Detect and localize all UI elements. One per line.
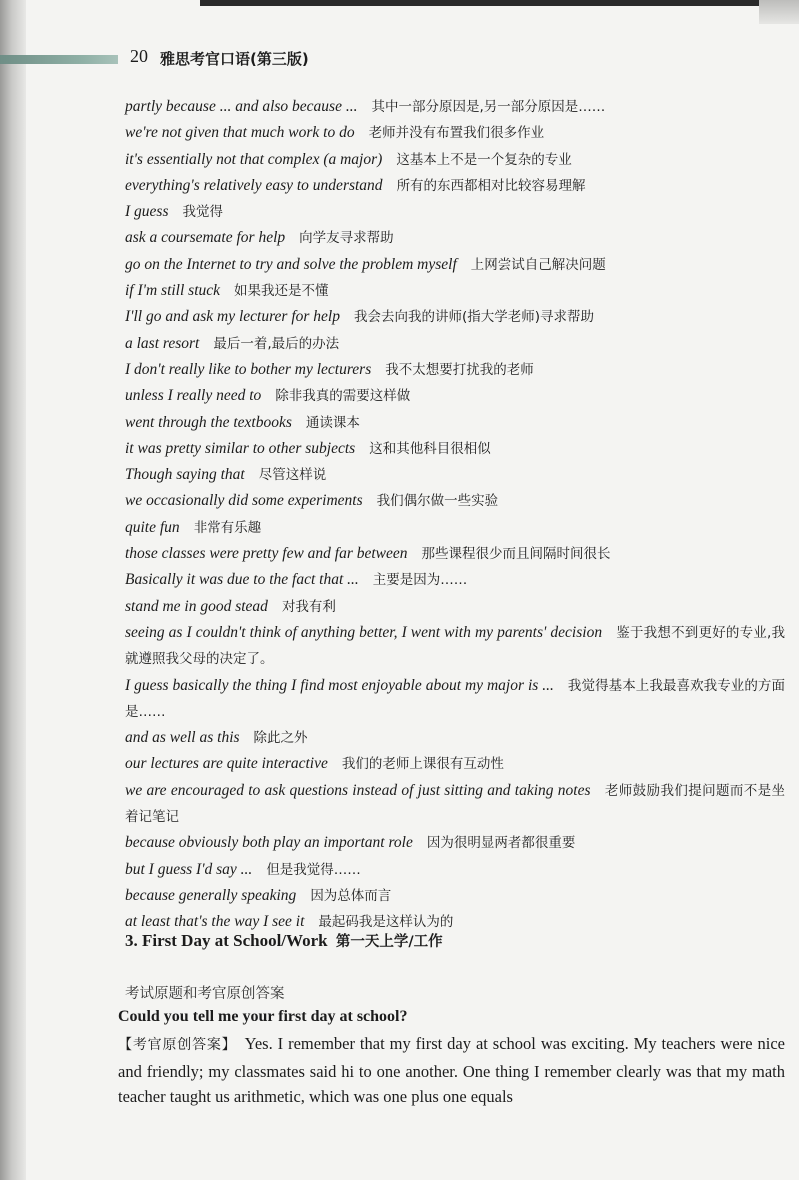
vocab-entry — [125, 462, 785, 488]
vocab-chinese: 我不太想要打扰我的老师 — [385, 361, 534, 378]
vocab-english: go on the Internet to try and solve the problem myself — [125, 255, 457, 273]
vocab-entry — [125, 883, 785, 909]
vocab-entry — [125, 567, 785, 593]
answer-text: Yes. I remember that my first day at school was exciting. My teachers were nice and friendly; my classmates said hi to one another. One thing I remember clearly was that my math teacher taught us arithmetic, which was one plus one equals — [118, 1034, 785, 1106]
header-color-band — [0, 55, 118, 64]
vocab-chinese: 我觉得 — [182, 204, 223, 221]
vocab-english: we're not given that much work to do — [125, 124, 355, 142]
vocab-chinese: 老师鼓励我们提问题而不是坐着记笔记 — [125, 782, 785, 826]
vocab-chinese: 向学友寻求帮助 — [299, 230, 394, 247]
page-number: 20 — [130, 46, 148, 66]
vocab-entry — [125, 383, 785, 409]
vocabulary-list — [125, 94, 785, 936]
vocab-entry — [125, 673, 785, 726]
vocab-chinese: 我觉得基本上我最喜欢我专业的方面是…… — [125, 677, 785, 720]
vocab-chinese: 其中一部分原因是,另一部分原因是…… — [371, 99, 606, 115]
section-heading — [125, 930, 443, 951]
vocab-chinese: 非常有乐趣 — [193, 519, 262, 536]
book-spine-shadow — [0, 0, 26, 1180]
vocab-english: ask a coursemate for help — [125, 229, 286, 247]
vocab-chinese: 最起码我是这样认为的 — [318, 914, 454, 931]
top-right-edge — [759, 0, 799, 24]
vocab-english: seeing as I couldn't think of anything better, I went with my parents' decision — [125, 623, 603, 641]
vocab-chinese: 这基本上不是一个复杂的专业 — [396, 151, 572, 168]
vocab-chinese: 那些课程很少而且间隔时间很长 — [421, 546, 611, 563]
vocab-chinese: 我会去向我的讲师(指大学老师)寻求帮助 — [353, 309, 595, 326]
vocab-chinese: 鉴于我想不到更好的专业,我就遵照我父母的决定了。 — [125, 624, 786, 668]
vocab-chinese: 我们的老师上课很有互动性 — [341, 756, 504, 773]
vocab-entry — [125, 751, 785, 777]
section-heading-en: 3. First Day at School/Work — [125, 931, 328, 950]
vocab-english: unless I really need to — [125, 387, 262, 405]
vocab-chinese: 因为很明显两者都很重要 — [426, 835, 576, 852]
vocab-chinese: 对我有利 — [281, 598, 336, 615]
vocab-english: it was pretty similar to other subjects — [125, 439, 356, 457]
vocab-chinese: 尽管这样说 — [258, 467, 327, 484]
vocab-chinese: 所有的东西都相对比较容易理解 — [396, 177, 586, 194]
top-edge-shadow — [200, 0, 760, 6]
vocab-entry — [125, 120, 785, 146]
vocab-english: if I'm still stuck — [125, 282, 221, 300]
vocab-chinese: 通读课本 — [305, 414, 360, 431]
vocab-entry — [125, 436, 785, 462]
section-subheading: 考试原题和考官原创答案 — [125, 986, 285, 1002]
vocab-english: our lectures are quite interactive — [125, 755, 328, 773]
vocab-english: Though saying that — [125, 466, 245, 484]
vocab-entry — [125, 857, 785, 883]
vocab-english: because generally speaking — [125, 886, 297, 904]
answer-label: 【考官原创答案】 — [118, 1037, 237, 1053]
vocab-entry — [125, 94, 785, 120]
vocab-english: I'll go and ask my lecturer for help — [125, 308, 340, 326]
vocab-entry — [125, 410, 785, 436]
vocab-entry — [125, 199, 785, 225]
vocab-entry — [125, 515, 785, 541]
vocab-entry — [125, 147, 785, 173]
vocab-chinese: 上网尝试自己解决问题 — [470, 256, 606, 273]
vocab-english: it's essentially not that complex (a major) — [125, 150, 383, 168]
vocab-english: stand me in good stead — [125, 597, 268, 615]
vocab-entry — [125, 252, 785, 278]
vocab-chinese: 除此之外 — [253, 730, 308, 747]
vocab-chinese: 老师并没有布置我们很多作业 — [368, 125, 545, 142]
vocab-english: we are encouraged to ask questions instead of just sitting and taking notes — [125, 781, 591, 799]
vocab-english: a last resort — [125, 334, 200, 352]
running-title: 雅思考官口语(第三版) — [160, 50, 309, 68]
vocab-entry — [125, 278, 785, 304]
vocab-english: but I guess I'd say ... — [125, 860, 253, 878]
vocab-entry — [125, 541, 785, 567]
section-heading-zh: 第一天上学/工作 — [335, 934, 443, 950]
vocab-chinese: 这和其他科目很相似 — [369, 440, 491, 457]
vocab-entry — [125, 830, 785, 856]
vocab-chinese: 我们偶尔做一些实验 — [376, 493, 499, 510]
vocab-english: those classes were pretty few and far between — [125, 545, 408, 563]
vocab-english: because obviously both play an important role — [125, 834, 413, 852]
vocab-chinese: 但是我觉得…… — [266, 861, 361, 878]
vocab-chinese: 最后一着,最后的办法 — [213, 335, 340, 352]
vocab-english: quite fun — [125, 518, 180, 536]
vocab-entry — [125, 778, 785, 831]
exam-question: Could you tell me your first day at school? — [118, 1008, 408, 1025]
vocab-entry — [125, 304, 785, 330]
vocab-english: went through the textbooks — [125, 413, 292, 431]
vocab-chinese: 因为总体而言 — [310, 887, 392, 904]
vocab-entry — [125, 357, 785, 383]
vocab-chinese: 如果我还是不懂 — [234, 283, 329, 300]
vocab-entry — [125, 488, 785, 514]
vocab-english: we occasionally did some experiments — [125, 492, 363, 510]
vocab-entry — [125, 225, 785, 251]
vocab-chinese: 除非我真的需要这样做 — [275, 388, 411, 405]
vocab-english: everything's relatively easy to understand — [125, 176, 383, 194]
vocab-entry — [125, 173, 785, 199]
vocab-entry — [125, 725, 785, 751]
vocab-english: at least that's the way I see it — [125, 913, 305, 931]
vocab-entry — [125, 620, 785, 673]
vocab-english: partly because ... and also because ... — [125, 98, 358, 115]
vocab-entry — [125, 594, 785, 620]
vocab-english: and as well as this — [125, 729, 240, 747]
vocab-english: I guess — [125, 203, 169, 221]
model-answer — [118, 1031, 785, 1110]
vocab-english: I don't really like to bother my lecturers — [125, 360, 372, 378]
vocab-entry — [125, 331, 785, 357]
vocab-chinese: 主要是因为…… — [372, 572, 468, 589]
vocab-english: I guess basically the thing I find most enjoyable about my major is ... — [125, 676, 554, 694]
vocab-english: Basically it was due to the fact that ... — [125, 571, 359, 589]
page-header — [0, 46, 799, 72]
